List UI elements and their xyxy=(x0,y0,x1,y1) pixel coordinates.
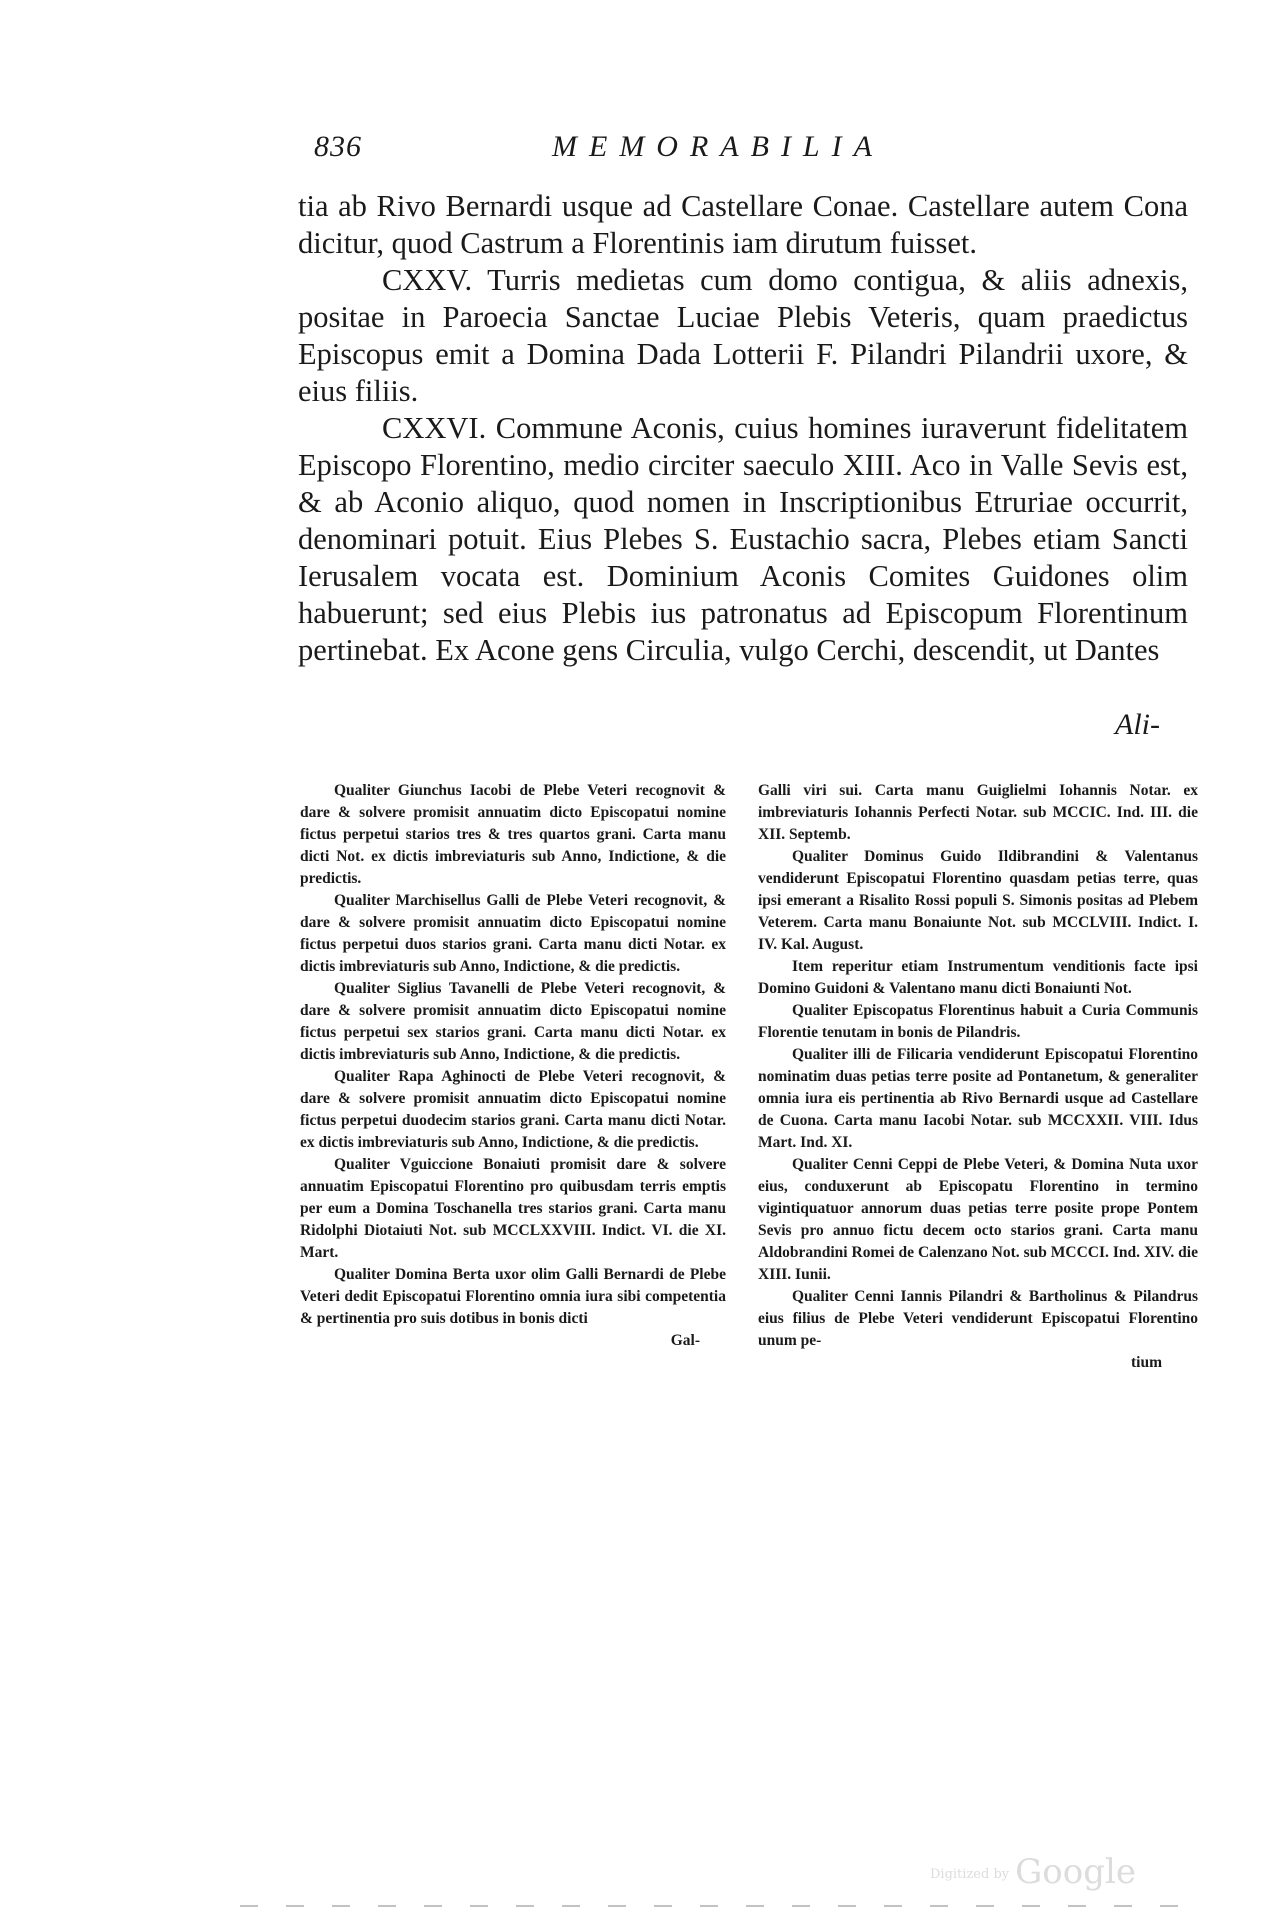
footnote-entry: Qualiter Cenni Ceppi de Plebe Veteri, & Domina Nuta uxor eius, conduxerunt ab Episcopatu Florentino in termino vigintiquatuor annorum duas petias terre posite prope Pontem Sevis pro annuo fictu decem octo starios grani. Carta manu Aldobrandini Romei de Calenzano Not. sub MCCCI. Ind. XIV. die XIII. Iunii. xyxy=(758,1156,1198,1283)
footnote-entry: Qualiter Rapa Aghinocti de Plebe Veteri recognovit, & dare & solvere promisit annuatim dicto Episcopatui nomine fictus perpetui duodecim starios grani. Carta manu dicti Notar. ex dictis imbreviaturis sub Anno, Indictione, & die predictis. xyxy=(300,1068,726,1151)
footnote-entry: Qualiter Episcopatus Florentinus habuit a Curia Communis Florentie tenutam in bonis de Pilandris. xyxy=(758,1002,1198,1041)
footnote-entry: Qualiter Giunchus Iacobi de Plebe Veteri recognovit & dare & solvere promisit annuatim dicto Episcopatui nomine fictus perpetui starios tres & tres quartos grani. Carta manu dicti Not. ex dictis imbreviaturis sub Anno, Indictione, & die predictis. xyxy=(300,782,726,887)
left-column-catchword: Gal- xyxy=(670,1332,700,1349)
footnotes-right-column xyxy=(758,780,1198,1374)
watermark-prefix: Digitized by xyxy=(930,1866,1010,1882)
footnote-entry: Qualiter illi de Filicaria vendiderunt Episcopatui Florentino nominatim duas petias terre posite ad Pontanetum, & generaliter omnia iura eis pertinentia ab Rivo Bernardi usque ad Castellare de Cuona. Carta manu Iacobi Notar. sub MCCXXII. VIII. Idus Mart. Ind. XI. xyxy=(758,1046,1198,1151)
google-logo: Google xyxy=(1015,1852,1136,1892)
footnote-entry: Qualiter Dominus Guido Ildibrandini & Valentanus vendiderunt Episcopatui Florentino quasdam petias terre, quas ipsi emerant a Risalito Rossi populi S. Simonis positas ad Plebem Veterem. Carta manu Bonaiunte Not. sub MCCLVIII. Indict. I. IV. Kal. August. xyxy=(758,848,1198,953)
main-text-block xyxy=(298,188,1188,669)
footnote-entry: Qualiter Siglius Tavanelli de Plebe Veteri recognovit, & dare & solvere promisit annuatim dicto Episcopatui nomine fictus perpetui sex starios grani. Carta manu dicti Notar. ex dictis imbreviaturis sub Anno, Indictione, & die predictis. xyxy=(300,980,726,1063)
scan-edge-artifact xyxy=(240,1905,1200,1907)
footnote-entry: Item reperitur etiam Instrumentum venditionis facte ipsi Domino Guidoni & Valentano manu dicti Bonaiunti Not. xyxy=(758,958,1198,997)
footnote-entry: Qualiter Cenni Iannis Pilandri & Bartholinus & Pilandrus eius filius de Plebe Veteri vendiderunt Episcopatui Florentino unum pe- xyxy=(758,1288,1198,1349)
footnote-entry: Qualiter Marchisellus Galli de Plebe Veteri recognovit, & dare & solvere promisit annuatim dicto Episcopatui nomine fictus perpetui duos starios grani. Carta manu dicti Notar. ex dictis imbreviaturis sub Anno, Indictione, & die predictis. xyxy=(300,892,726,975)
page-number: 836 xyxy=(314,130,362,163)
page-catchword: Ali- xyxy=(1115,708,1160,741)
page-header xyxy=(314,130,936,176)
footnotes-left-column xyxy=(300,780,726,1352)
continuation-paragraph: tia ab Rivo Bernardi usque ad Castellare Conae. Castellare autem Cona dicitur, quod Castrum a Florentinis iam dirutum fuisset. xyxy=(298,189,1188,260)
entry-cxxv: CXXV. Turris medietas cum domo contigua, & aliis adnexis, positae in Paroecia Sanctae Luciae Plebis Veteris, quam praedictus Episcopus emit a Domina Dada Lotterii F. Pilandri Pilandrii uxore, & eius filiis. xyxy=(298,263,1188,408)
footnote-entry: Qualiter Vguiccione Bonaiuti promisit dare & solvere annuatim Episcopatui Florentino pro quibusdam terris emptis per eum a Domina Toschanella tres starios grani. Carta manu Ridolphi Diotaiuti Not. sub MCCLXXVIII. Indict. VI. die XI. Mart. xyxy=(300,1156,726,1261)
right-column-catchword: tium xyxy=(1131,1354,1162,1371)
footnote-continuation: Galli viri sui. Carta manu Guiglielmi Iohannis Notar. ex imbreviaturis Iohannis Perfecti Notar. sub MCCIC. Ind. III. die XII. Septemb. xyxy=(758,782,1198,843)
digitized-watermark xyxy=(930,1852,1136,1892)
footnote-entry: Qualiter Domina Berta uxor olim Galli Bernardi de Plebe Veteri dedit Episcopatui Florentino omnia iura sibi competentia & pertinentia pro suis dotibus in bonis dicti xyxy=(300,1266,726,1327)
entry-cxxvi: CXXVI. Commune Aconis, cuius homines iuraverunt fidelitatem Episcopo Florentino, medio circiter saeculo XIII. Aco in Valle Sevis est, & ab Aconio aliquo, quod nomen in Inscriptionibus Etruriae occurrit, denominari potuit. Eius Plebes S. Eustachio sacra, Plebes etiam Sancti Ierusalem vocata est. Dominium Aconis Comites Guidones olim habuerunt; sed eius Plebis ius patronatus ad Episcopum Florentinum pertinebat. Ex Acone gens Circulia, vulgo Cerchi, descendit, ut Dantes xyxy=(298,411,1188,667)
running-head: MEMORABILIA xyxy=(552,130,884,163)
